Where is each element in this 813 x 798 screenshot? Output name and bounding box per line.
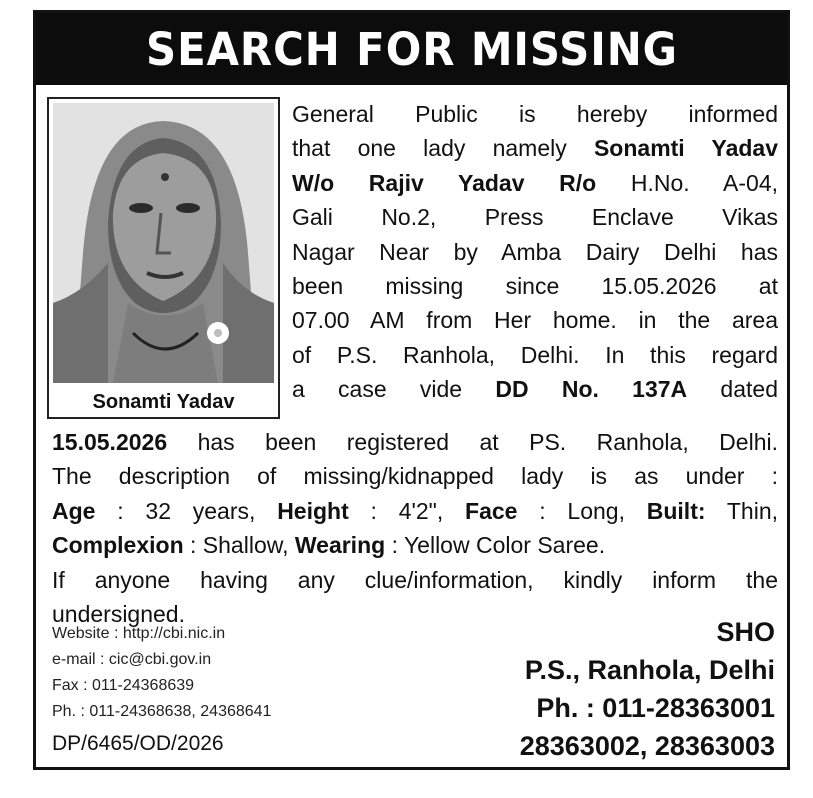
dd-number: DD No. 137A: [495, 376, 688, 403]
intro-line: been missing since 15.05.2026 at: [292, 273, 778, 300]
sho-station: P.S., Ranhola, Delhi: [524, 655, 775, 685]
body-line: If anyone having any clue/information, kindly inform the: [52, 566, 778, 593]
intro-line: General Public is hereby informed: [292, 101, 778, 127]
face-label: Face: [465, 497, 518, 524]
intro-line: that one lady namely Sonamti Yadav: [292, 135, 779, 162]
built-value: Thin,: [705, 497, 779, 524]
sho-phone-more: 28363002, 28363003: [519, 731, 775, 761]
age-value: : 32 years,: [95, 497, 278, 524]
intro-line: a case vide DD No. 137A dated: [292, 376, 778, 403]
website-text: Website : http://cbi.nic.in: [52, 625, 226, 642]
phone-text: Ph. : 011-24368638, 24368641: [52, 703, 272, 720]
email-text: e-mail : cic@cbi.gov.in: [52, 651, 212, 668]
intro-line: Nagar Near by Amba Dairy Delhi has: [292, 238, 778, 265]
portrait-illustration: [53, 103, 274, 383]
dp-number: DP/6465/OD/2026: [52, 732, 224, 755]
complexion-label: Complexion: [52, 532, 184, 559]
case-date: 15.05.2026: [52, 429, 168, 455]
intro-line: 07.00 AM from Her home. in the area: [292, 307, 778, 334]
intro-line: Gali No.2, Press Enclave Vikas: [292, 204, 778, 231]
photo-box: [47, 97, 280, 419]
age-label: Age: [52, 497, 96, 524]
body-line: [52, 528, 778, 562]
body-line: The description of missing/kidnapped lady is as under :: [52, 463, 778, 490]
sho-phone: Ph. : 011-28363001: [536, 693, 775, 723]
complexion-value: : Shallow,: [183, 532, 295, 559]
height-value: : 4'2",: [348, 497, 466, 524]
face-value: : Long,: [517, 497, 647, 524]
fax-text: Fax : 011-24368639: [52, 677, 195, 694]
height-label: Height: [277, 497, 349, 524]
missing-person-photo: [53, 103, 274, 383]
notice-title: SEARCH FOR MISSING: [145, 22, 678, 76]
body-line: undersigned.: [52, 601, 185, 628]
built-label: Built:: [646, 497, 706, 524]
description-paragraph: [52, 425, 778, 631]
sho-block: [520, 613, 775, 765]
body-line: 15.05.2026 has been registered at PS. Ranhola, Delhi.: [52, 429, 778, 455]
intro-line: W/o Rajiv Yadav R/o H.No. A-04,: [292, 169, 778, 196]
notice-frame: [33, 10, 790, 770]
wearing-label: Wearing: [294, 532, 386, 559]
missing-person-name: Sonamti Yadav: [593, 135, 779, 162]
sho-title: SHO: [716, 617, 775, 647]
intro-paragraph: [292, 97, 778, 407]
contact-block: [52, 621, 271, 763]
photo-caption: Sonamti Yadav: [92, 391, 235, 413]
intro-line: of P.S. Ranhola, Delhi. In this regard: [292, 341, 778, 368]
body-line: [52, 494, 778, 528]
header-bar: [36, 13, 787, 85]
relation-text: W/o Rajiv Yadav R/o: [292, 169, 597, 196]
wearing-value: : Yellow Color Saree.: [385, 532, 606, 559]
